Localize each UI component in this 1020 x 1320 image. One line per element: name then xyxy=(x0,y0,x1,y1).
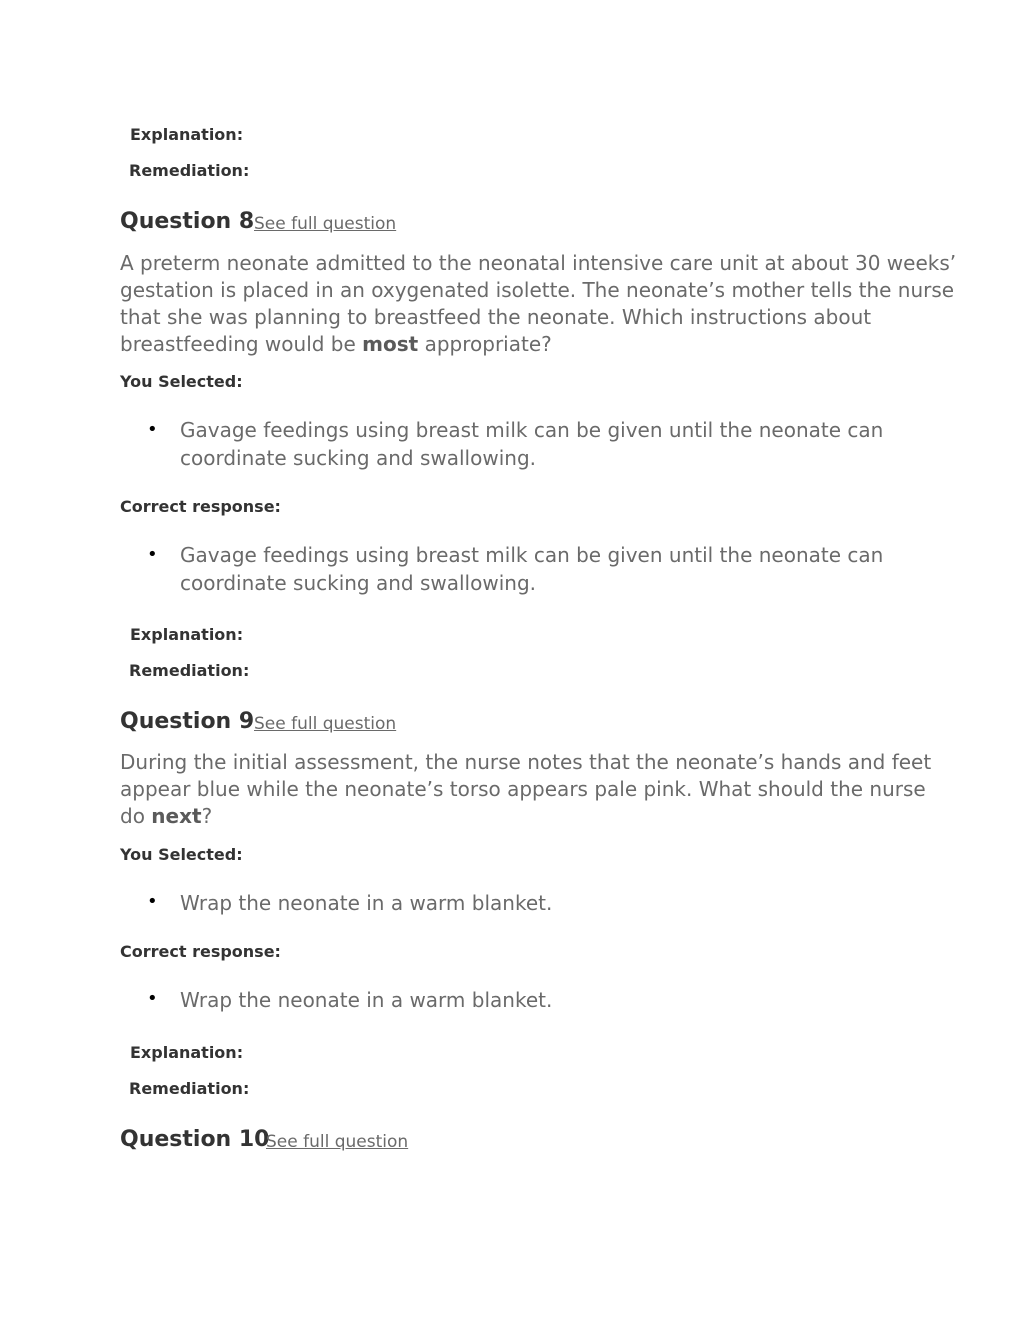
question-8-text xyxy=(120,250,956,358)
correct-answer: Wrap the neonate in a warm blanket. xyxy=(180,988,553,1012)
question-text-line: appear blue while the neonate’s torso appears pale pink. What should the nurse xyxy=(120,777,926,801)
remediation-label: Remediation: xyxy=(129,161,250,180)
question-text-line-last: breastfeeding would be most appropriate? xyxy=(120,332,552,356)
remediation-label: Remediation: xyxy=(129,661,250,680)
selected-answer: Gavage feedings using breast milk can be given until the neonate can coordinate sucking and swallowing. xyxy=(180,418,884,470)
bullet-icon: • xyxy=(147,988,158,1009)
explanation-label: Explanation: xyxy=(130,125,244,144)
explanation-label: Explanation: xyxy=(130,625,244,644)
question-8-heading: Question 8 xyxy=(120,209,255,234)
bullet-icon: • xyxy=(147,544,158,565)
question-text-line: A preterm neonate admitted to the neonatal intensive care unit at about 30 weeks’ xyxy=(120,251,957,275)
emphasis-word: most xyxy=(362,332,419,356)
you-selected-label: You Selected: xyxy=(120,845,243,864)
correct-answer: Gavage feedings using breast milk can be given until the neonate can coordinate sucking and swallowing. xyxy=(180,543,884,595)
question-9-heading: Question 9 xyxy=(120,709,255,734)
see-full-question-9-link[interactable]: See full question xyxy=(254,714,397,734)
see-full-question-10-link[interactable]: See full question xyxy=(266,1132,409,1152)
see-full-question-8-link[interactable]: See full question xyxy=(254,214,397,234)
you-selected-label: You Selected: xyxy=(120,372,243,391)
question-text-line: that she was planning to breastfeed the neonate. Which instructions about xyxy=(120,305,872,329)
question-text-line-last: do next? xyxy=(120,804,213,828)
selected-answer: Wrap the neonate in a warm blanket. xyxy=(180,891,553,915)
question-9-text xyxy=(120,749,931,830)
explanation-label: Explanation: xyxy=(130,1043,244,1062)
remediation-label: Remediation: xyxy=(129,1079,250,1098)
correct-response-label: Correct response: xyxy=(120,497,281,516)
bullet-icon: • xyxy=(147,891,158,912)
correct-response-label: Correct response: xyxy=(120,942,281,961)
question-text-line: gestation is placed in an oxygenated isolette. The neonate’s mother tells the nurse xyxy=(120,278,955,302)
question-text-line: During the initial assessment, the nurse notes that the neonate’s hands and feet xyxy=(120,750,932,774)
question-10-heading: Question 10 xyxy=(120,1127,270,1152)
bullet-icon: • xyxy=(147,419,158,440)
emphasis-word: next xyxy=(151,804,202,828)
